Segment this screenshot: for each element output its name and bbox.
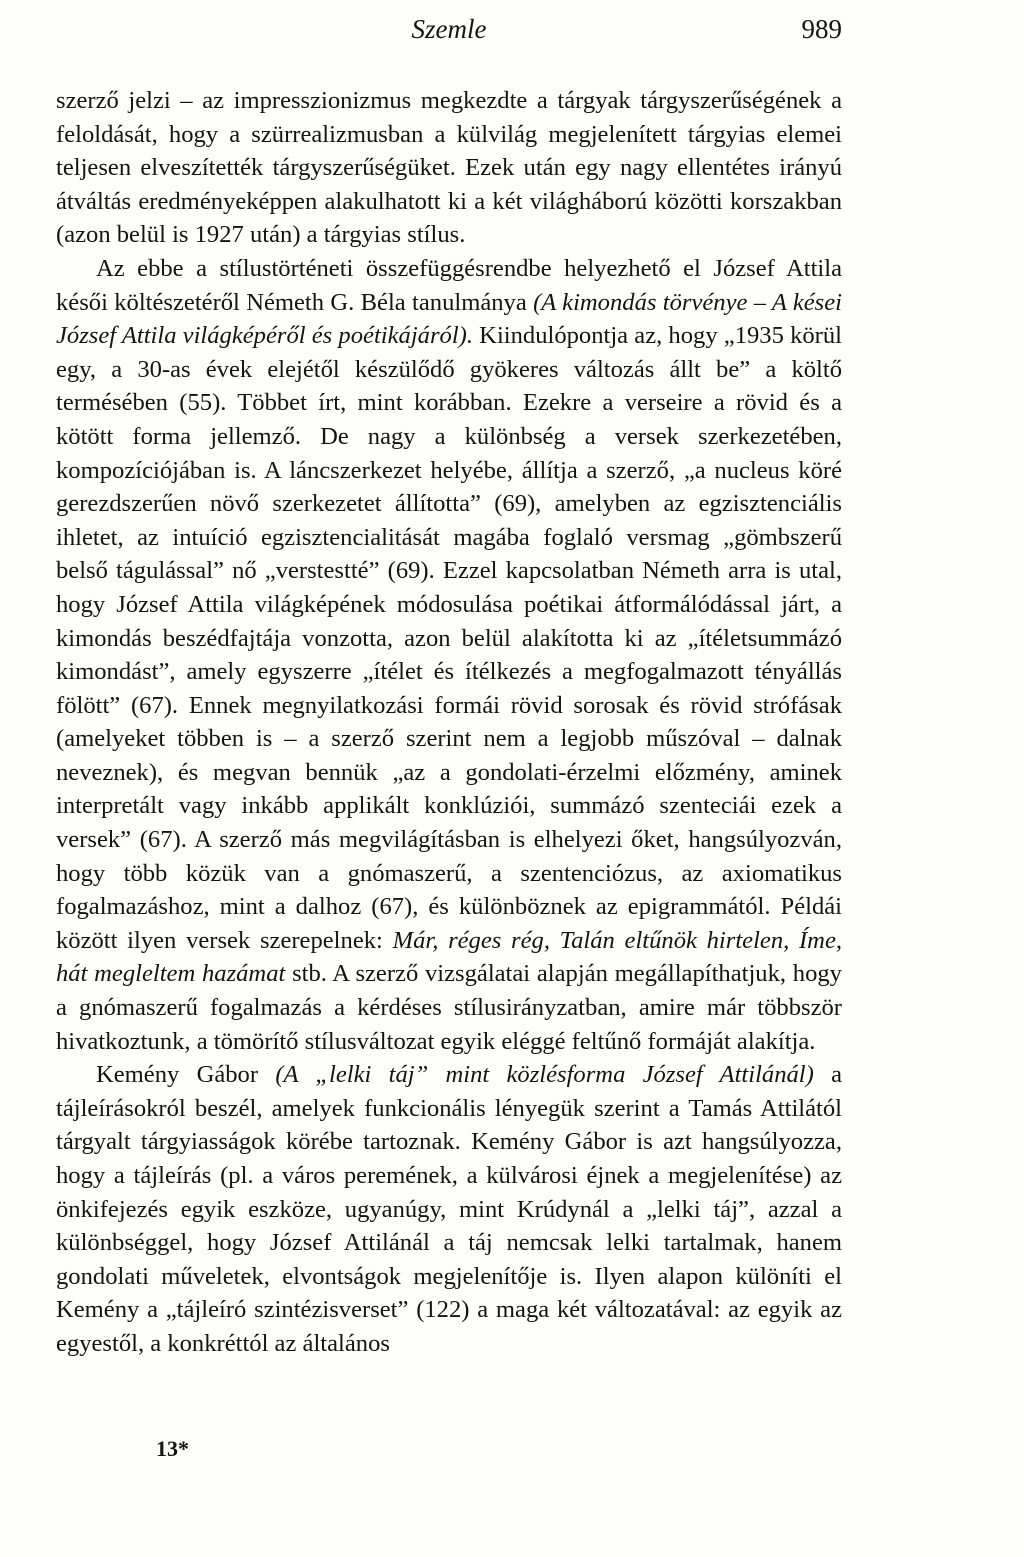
text-run: Az ebbe a stílustörténeti összefüggésrendbe helyezhető el József Attila késői költészetéről Németh G. Béla tanulmánya [56,254,842,316]
text-run: Kemény Gábor [96,1061,276,1089]
italic-title-run: (A kimondás törvénye – A kései József Attila világképéről és poétikájáról). [56,288,842,350]
running-head [56,14,842,54]
text-run: Kiindulópontja az, hogy „1935 körül egy, a 30-as évek elejétől készülődő gyökeres változás állt be” a költő termésében (55). Többet írt, mint korábban. Ezekre a verseire a rövid és a kötött forma jellemző. De nagy a különbség a versek szerkezetében, kompozíciójában is. A láncszerkezet helyébe, állítja a szerző, „a nucleus köré gerezdszerűen növő szerkezetet állította” (69), amelyben az egzisztenciális ihletet, az intuíció egzisztencialitását magába foglaló versmag „gömbszerű belső tágulással” nő „verstestté” (69). Ezzel kapcsolatban Németh arra is utal, hogy József Attila világképének módosulása poétikai átformálódással járt, a kimondás beszédfajtája vonzotta, azon belül alakította ki az „ítéletsummázó kimondást”, amely egyszerre „ítélet és ítélkezés a megfogalmazott tényállás fölött” (67). Ennek megnyilatkozási formái rövid sorosak és rövid strófásak (amelyeket többen is – a szerző szerint nem a legjobb műszóval – dalnak neveznek), és megvan bennük „az a gondolati-érzelmi előzmény, aminek interpretált vagy inkább applikált konklúziói, summázó szenteciái ezek a versek” (67). A szerző más megvilágításban is elhelyezi őket, hangsúlyozván, hogy több közük van a gnómaszerű, a szentenciózus, az axiomatikus fogalmazáshoz, mint a dalhoz (67), és különböznek az epigrammától. Példái között ilyen versek szerepelnek: [56,322,842,954]
page-number: 989 [801,14,842,44]
signature-mark: 13* [156,1436,189,1461]
text-run: szerző jelzi – az impresszionizmus megkezdte a tárgyak tárgyszerűségének a feloldását, hogy a szürrealizmusban a külvilág megjelenített tárgyias elemei teljesen elveszítették tárgyszerűségüket. Ezek után egy nagy ellentétes irányú átváltás eredményeképpen alakulhatott ki a két világháború közötti korszakban (azon belül is 1927 után) a tárgyias stílus. [56,87,842,249]
paragraph-2 [56,252,842,1058]
italic-title-run: (A „lelki táj” mint közlésforma József Attilánál) [275,1061,814,1089]
text-run: stb. A szerző vizsgálatai alapján megállapíthatjuk, hogy a gnómaszerű fogalmazás a kérdéses stílusirányzatban, amire már többször hivatkoztunk, a tömörítő stílusváltozat egyik eléggé feltűnő formáját alakítja. [56,960,842,1055]
text-run: a tájleírásokról beszél, amelyek funkcionális lényegük szerint a Tamás Attilától tárgyalt tárgyiasságok körébe tartoznak. Kemény Gábor is azt hangsúlyozza, hogy a tájleírás (pl. a város peremének, a külvárosi éjnek a megjelenítése) az önkifejezés egyik eszköze, ugyanúgy, mint Krúdynál a „lelki táj”, azzal a különbséggel, hogy József Attilánál a táj nemcsak lelki tartalmak, hanem gondolati műveletek, elvontságok megjelenítője is. Ilyen alapon különíti el Kemény a „tájleíró szintézisverset” (122) a maga két változatával: az egyik az egyestől, a konkréttól az általános [56,1061,842,1357]
paragraph-3 [56,1058,842,1360]
italic-title-run: Már, réges rég, Talán eltűnök hirtelen, Íme, hát megleltem hazámat [56,926,843,988]
body-text [56,84,842,1361]
paragraph-1 [56,84,842,252]
running-title: Szemle [411,14,487,44]
